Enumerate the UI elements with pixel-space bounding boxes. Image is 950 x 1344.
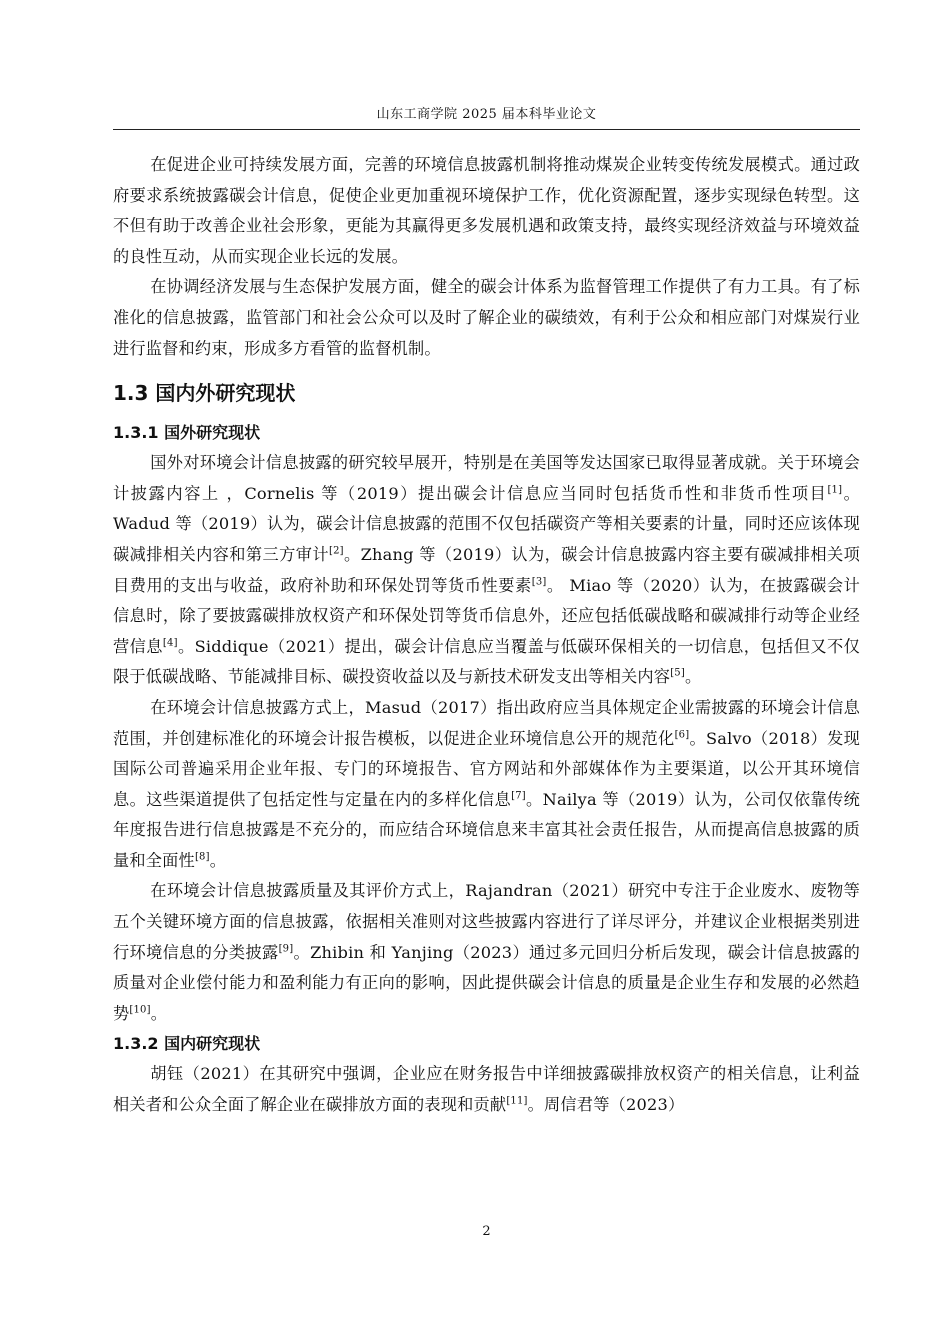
paragraph-text: 。Wadud 等（2019）认为，碳会计信息披露的范围不仅包括碳资产等相关要素的计量，同时还应该体现碳减排相关内容和第三方审计 xyxy=(113,483,861,564)
paragraph-text: 。周信君等（2023） xyxy=(527,1095,685,1115)
citation-ref: [5] xyxy=(670,667,685,679)
paragraph-text: 胡钰（2021）在其研究中强调，企业应在财务报告中详细披露碳排放权资产的相关信息，让利益相关者和公众全面了解企业在碳排放方面的表现和贡献 xyxy=(113,1064,860,1115)
citation-ref: [2] xyxy=(328,545,344,557)
citation-ref: [9] xyxy=(278,943,294,955)
paragraph-text: 。 xyxy=(684,667,702,687)
paragraph-economic-ecological-coordination: 在协调经济发展与生态保护发展方面，健全的碳会计体系为监督管理工作提供了有力工具。有了标准化的信息披露，监管部门和社会公众可以及时了解企业的碳绩效，有利于公众和相应部门对煤炭行业进行监督和约束，形成多方看管的监督机制。 xyxy=(113,277,860,358)
paragraph-text: 国外对环境会计信息披露的研究较早展开，特别是在美国等发达国家已取得显著成就。关于环境会计披露内容上 ，Cornelis 等（2019）提出碳会计信息应当同时包括货币性和非货币性项目 xyxy=(113,453,860,503)
section-heading-1-3: 1.3 国内外研究现状 xyxy=(113,381,296,406)
paragraph-text: 。Zhibin 和 Yanjing（2023）通过多元回归分析后发现，碳会计信息披露的质量对企业偿付能力和盈利能力有正向的影响，因此提供碳会计信息的质量是企业生存和发展的必然趋势 xyxy=(113,942,860,1023)
page-number: 2 xyxy=(482,1224,491,1239)
citation-ref: [7] xyxy=(511,790,526,802)
paragraph-foreign-disclosure-quality xyxy=(113,876,860,1029)
citation-ref: [10] xyxy=(129,1004,151,1016)
paragraph-text: 在环境会计信息披露质量及其评价方式上，Rajandran（2021）研究中专注于企业废水、废物等五个关键环境方面的信息披露，依据相关准则对这些披露内容进行了详尽评分，并建议企业根据类别进行环境信息的分类披露 xyxy=(113,881,860,962)
citation-ref: [11] xyxy=(506,1095,528,1107)
citation-ref: [3] xyxy=(531,576,547,588)
paragraph-text: 。 xyxy=(209,850,227,870)
page-content xyxy=(113,150,860,1121)
paragraph-text: 。 Miao 等（2020）认为，在披露碳会计信息时，除了要披露碳排放权资产和环保处罚等货币信息外，还应包括低碳战略和碳减排行动等企业经营信息 xyxy=(113,575,860,656)
paragraph-text: 。Salvo（2018）发现国际公司普遍采用企业年报、专门的环境报告、官方网站和外部媒体作为主要渠道，以公开其环境信息。这些渠道提供了包括定性与定量在内的多样化信息 xyxy=(113,728,860,809)
running-header: 山东工商学院 2025 届本科毕业论文 xyxy=(376,107,597,122)
paragraph-text: 。Siddique（2021）提出，碳会计信息应当覆盖与低碳环保相关的一切信息，包括但又不仅限于低碳战略、节能减排目标、碳投资收益以及与新技术研发支出等相关内容 xyxy=(113,636,860,687)
paragraph-text: 在环境会计信息披露方式上，Masud（2017）指出政府应当具体规定企业需披露的环境会计信息范围，并创建标准化的环境会计报告模板，以促进企业环境信息公开的规范化 xyxy=(113,697,860,748)
citation-ref: [1] xyxy=(827,484,843,496)
citation-ref: [4] xyxy=(162,637,178,649)
subsection-heading-1-3-1: 1.3.1 国外研究现状 xyxy=(113,423,261,443)
paragraph-text: 。 xyxy=(150,1003,168,1023)
paragraph-foreign-disclosure-methods xyxy=(113,693,860,877)
paragraph-foreign-disclosure-content xyxy=(113,448,860,693)
paragraph-domestic-research xyxy=(113,1059,860,1120)
subsection-heading-1-3-2: 1.3.2 国内研究现状 xyxy=(113,1034,261,1054)
paragraph-sustainable-development: 在促进企业可持续发展方面，完善的环境信息披露机制将推动煤炭企业转变传统发展模式。通过政府要求系统披露碳会计信息，促使企业更加重视环境保护工作，优化资源配置，逐步实现绿色转型。这不但有助于改善企业社会形象，更能为其赢得更多发展机遇和政策支持，最终实现经济效益与环境效益的良性互动，从而实现企业长远的发展。 xyxy=(113,155,860,266)
citation-ref: [8] xyxy=(194,851,210,863)
paragraph-text: 。Nailya 等（2019）认为，公司仅依靠传统年度报告进行信息披露是不充分的，而应结合环境信息来丰富其社会责任报告，从而提高信息披露的质量和全面性 xyxy=(113,789,860,870)
header-rule xyxy=(113,129,860,130)
citation-ref: [6] xyxy=(674,729,690,741)
paragraph-text: 。Zhang 等（2019）认为，碳会计信息披露内容主要有碳减排相关项目费用的支出与收益，政府补助和环保处罚等货币性要素 xyxy=(113,544,860,595)
